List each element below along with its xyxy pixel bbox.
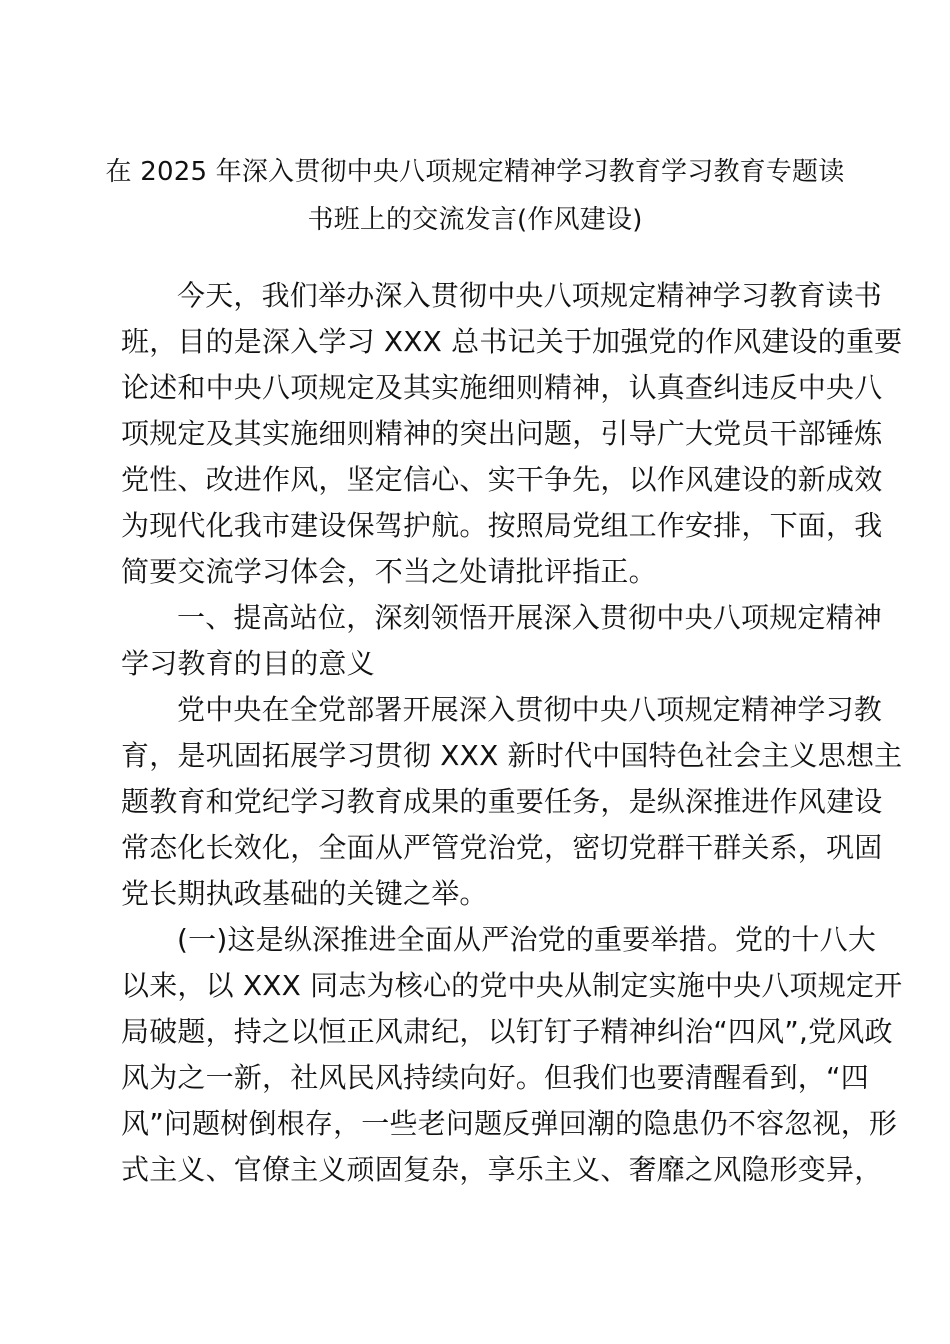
paragraph-4-line-2: 以来，以 XXX 同志为核心的党中央从制定实施中央八项规定开: [121, 969, 903, 1002]
document-title-line-1: 在 2025 年深入贯彻中央八项规定精神学习教育学习教育专题读: [105, 157, 845, 187]
paragraph-3-line-4: 常态化长效化，全面从严管党治党，密切党群干群关系，巩固: [121, 831, 883, 864]
paragraph-1-line-2: 班，目的是深入学习 XXX 总书记关于加强党的作风建设的重要: [121, 325, 903, 358]
section-heading-line-2: 学习教育的目的意义: [121, 647, 375, 680]
paragraph-1-line-7: 简要交流学习体会，不当之处请批评指正。: [121, 555, 657, 588]
paragraph-1-line-5: 党性、改进作风，坚定信心、实干争先，以作风建设的新成效: [121, 463, 883, 496]
paragraph-4-line-3: 局破题，持之以恒正风肃纪，以钉钉子精神纠治“四风”,党风政: [121, 1015, 893, 1048]
section-heading-line-1: 一、提高站位，深刻领悟开展深入贯彻中央八项规定精神: [177, 601, 883, 634]
paragraph-1-line-6: 为现代化我市建设保驾护航。按照局党组工作安排，下面，我: [121, 509, 883, 542]
paragraph-4-line-4: 风为之一新，社风民风持续向好。但我们也要清醒看到，“四: [121, 1061, 869, 1094]
paragraph-4-line-6: 式主义、官僚主义顽固复杂，享乐主义、奢靡之风隐形变异，: [121, 1153, 883, 1186]
document-title-line-2: 书班上的交流发言(作风建设): [307, 205, 643, 235]
paragraph-3-line-5: 党长期执政基础的关键之举。: [121, 877, 488, 910]
paragraph-3-line-1: 党中央在全党部署开展深入贯彻中央八项规定精神学习教: [177, 693, 883, 726]
paragraph-3-line-2: 育，是巩固拓展学习贯彻 XXX 新时代中国特色社会主义思想主: [121, 739, 903, 772]
paragraph-1-line-1: 今天，我们举办深入贯彻中央八项规定精神学习教育读书: [177, 279, 883, 312]
paragraph-4-line-5: 风”问题树倒根存，一些老问题反弹回潮的隐患仍不容忽视，形: [121, 1107, 898, 1140]
paragraph-1-line-4: 项规定及其实施细则精神的突出问题，引导广大党员干部锤炼: [121, 417, 883, 450]
paragraph-4-line-1: (一)这是纵深推进全面从严治党的重要举措。党的十八大: [177, 923, 877, 956]
paragraph-1-line-3: 论述和中央八项规定及其实施细则精神，认真查纠违反中央八: [121, 371, 883, 404]
paragraph-3-line-3: 题教育和党纪学习教育成果的重要任务，是纵深推进作风建设: [121, 785, 883, 818]
